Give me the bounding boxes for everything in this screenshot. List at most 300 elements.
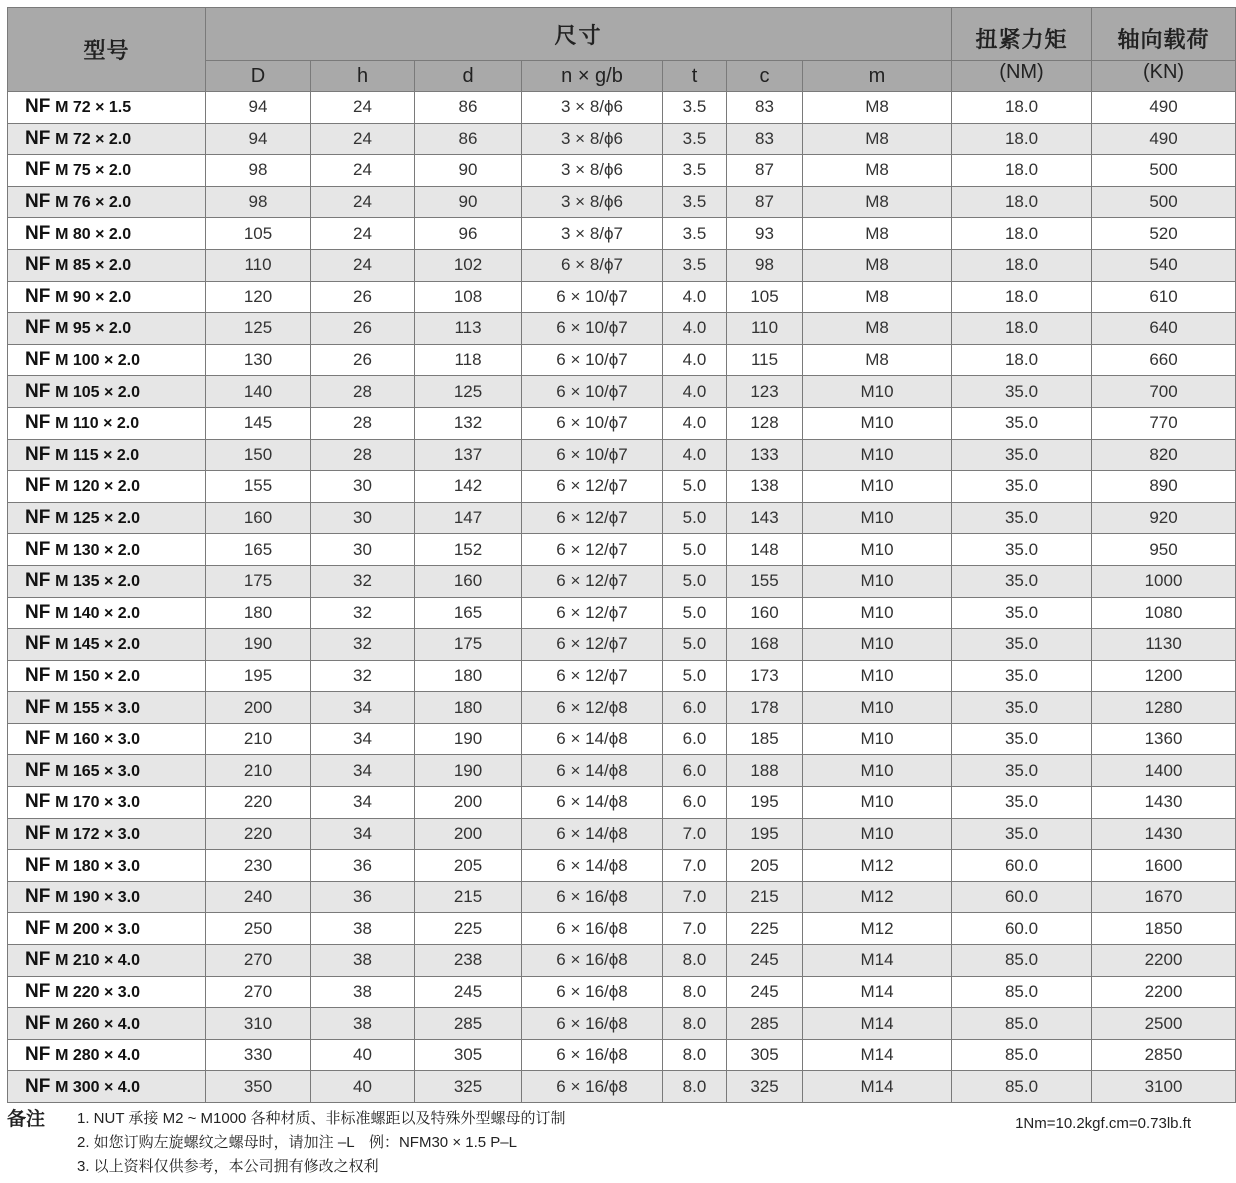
cell-d: 225	[415, 913, 522, 945]
table-row	[8, 92, 1236, 124]
cell-model	[8, 502, 206, 534]
cell-t: 5.0	[663, 502, 727, 534]
model-prefix: NF	[25, 475, 51, 497]
cell-torque: 35.0	[952, 439, 1092, 471]
model-prefix: NF	[25, 664, 51, 686]
cell-torque: 18.0	[952, 281, 1092, 313]
cell-h: 24	[311, 155, 415, 187]
cell-t: 3.5	[663, 186, 727, 218]
cell-d: 245	[415, 976, 522, 1008]
cell-d: 175	[415, 629, 522, 661]
table-row	[8, 976, 1236, 1008]
table-row	[8, 123, 1236, 155]
cell-torque: 35.0	[952, 787, 1092, 819]
model-size: M 130 × 2.0	[55, 541, 141, 559]
model-prefix: NF	[25, 949, 51, 971]
cell-load: 820	[1092, 439, 1236, 471]
cell-load: 1400	[1092, 755, 1236, 787]
cell-m: M10	[803, 471, 952, 503]
table-row	[8, 502, 1236, 534]
cell-h: 28	[311, 376, 415, 408]
cell-h: 32	[311, 629, 415, 661]
cell-ngb: 6 × 10/ϕ7	[522, 344, 663, 376]
table-row	[8, 281, 1236, 313]
model-prefix: NF	[25, 980, 51, 1002]
cell-t: 5.0	[663, 534, 727, 566]
cell-ngb: 3 × 8/ϕ6	[522, 155, 663, 187]
notes-label: 备注	[7, 1109, 46, 1130]
cell-model	[8, 407, 206, 439]
cell-ngb: 6 × 16/ϕ8	[522, 1008, 663, 1040]
model-size: M 75 × 2.0	[55, 162, 132, 180]
header-col-m: m	[803, 61, 952, 92]
cell-c: 133	[727, 439, 803, 471]
cell-t: 8.0	[663, 1008, 727, 1040]
cell-D: 98	[206, 155, 311, 187]
cell-d: 137	[415, 439, 522, 471]
cell-h: 34	[311, 692, 415, 724]
cell-ngb: 6 × 14/ϕ8	[522, 787, 663, 819]
cell-ngb: 6 × 12/ϕ7	[522, 597, 663, 629]
cell-D: 105	[206, 218, 311, 250]
cell-load: 770	[1092, 407, 1236, 439]
cell-ngb: 6 × 16/ϕ8	[522, 945, 663, 977]
cell-d: 90	[415, 155, 522, 187]
cell-ngb: 6 × 16/ϕ8	[522, 1071, 663, 1103]
cell-h: 24	[311, 123, 415, 155]
cell-h: 30	[311, 534, 415, 566]
cell-model	[8, 945, 206, 977]
cell-h: 38	[311, 913, 415, 945]
model-prefix: NF	[25, 854, 51, 876]
cell-t: 7.0	[663, 850, 727, 882]
cell-model	[8, 123, 206, 155]
cell-t: 3.5	[663, 155, 727, 187]
cell-load: 490	[1092, 123, 1236, 155]
cell-m: M10	[803, 629, 952, 661]
cell-torque: 18.0	[952, 313, 1092, 345]
cell-m: M10	[803, 723, 952, 755]
cell-load: 1000	[1092, 565, 1236, 597]
cell-t: 6.0	[663, 755, 727, 787]
cell-ngb: 6 × 16/ϕ8	[522, 881, 663, 913]
cell-h: 36	[311, 850, 415, 882]
cell-model	[8, 92, 206, 124]
cell-torque: 60.0	[952, 913, 1092, 945]
header-model: 型号	[8, 8, 206, 92]
cell-model	[8, 1071, 206, 1103]
cell-t: 6.0	[663, 692, 727, 724]
model-size: M 85 × 2.0	[55, 257, 132, 275]
cell-d: 305	[415, 1039, 522, 1071]
cell-t: 3.5	[663, 92, 727, 124]
cell-D: 270	[206, 945, 311, 977]
cell-ngb: 6 × 12/ϕ7	[522, 534, 663, 566]
model-prefix: NF	[25, 159, 51, 181]
model-prefix: NF	[25, 443, 51, 465]
model-prefix: NF	[25, 507, 51, 529]
model-size: M 220 × 3.0	[55, 983, 141, 1001]
model-size: M 260 × 4.0	[55, 1015, 141, 1033]
cell-load: 1430	[1092, 787, 1236, 819]
table-row	[8, 313, 1236, 345]
notes-section	[7, 1104, 1193, 1180]
table-row	[8, 1071, 1236, 1103]
header-col-c: c	[727, 61, 803, 92]
cell-h: 38	[311, 976, 415, 1008]
table-row	[8, 186, 1236, 218]
header-col-d: d	[415, 61, 522, 92]
cell-h: 36	[311, 881, 415, 913]
cell-load: 1600	[1092, 850, 1236, 882]
cell-torque: 60.0	[952, 850, 1092, 882]
cell-d: 160	[415, 565, 522, 597]
cell-torque: 35.0	[952, 629, 1092, 661]
cell-model	[8, 723, 206, 755]
model-size: M 150 × 2.0	[55, 667, 141, 685]
cell-t: 7.0	[663, 818, 727, 850]
table-row	[8, 155, 1236, 187]
cell-m: M8	[803, 344, 952, 376]
model-prefix: NF	[25, 570, 51, 592]
cell-h: 24	[311, 249, 415, 281]
cell-ngb: 6 × 14/ϕ8	[522, 818, 663, 850]
cell-m: M8	[803, 92, 952, 124]
cell-m: M8	[803, 281, 952, 313]
cell-D: 94	[206, 92, 311, 124]
cell-ngb: 3 × 8/ϕ7	[522, 218, 663, 250]
note-item: 2. 如您订购左旋螺纹之螺母时，请加注 –L 例：NFM30 × 1.5 P–L	[77, 1134, 517, 1151]
cell-c: 143	[727, 502, 803, 534]
cell-m: M8	[803, 155, 952, 187]
cell-c: 138	[727, 471, 803, 503]
cell-D: 210	[206, 723, 311, 755]
cell-c: 195	[727, 787, 803, 819]
cell-torque: 35.0	[952, 502, 1092, 534]
cell-h: 28	[311, 407, 415, 439]
cell-D: 240	[206, 881, 311, 913]
cell-d: 102	[415, 249, 522, 281]
model-size: M 95 × 2.0	[55, 320, 132, 338]
model-prefix: NF	[25, 696, 51, 718]
cell-t: 7.0	[663, 881, 727, 913]
cell-D: 110	[206, 249, 311, 281]
cell-t: 7.0	[663, 913, 727, 945]
cell-torque: 35.0	[952, 818, 1092, 850]
cell-model	[8, 629, 206, 661]
cell-t: 3.5	[663, 123, 727, 155]
cell-D: 175	[206, 565, 311, 597]
model-size: M 80 × 2.0	[55, 225, 132, 243]
model-prefix: NF	[25, 349, 51, 371]
cell-model	[8, 155, 206, 187]
model-size: M 140 × 2.0	[55, 604, 141, 622]
cell-d: 215	[415, 881, 522, 913]
model-prefix: NF	[25, 791, 51, 813]
cell-c: 110	[727, 313, 803, 345]
cell-load: 950	[1092, 534, 1236, 566]
cell-d: 205	[415, 850, 522, 882]
cell-ngb: 6 × 14/ϕ8	[522, 850, 663, 882]
cell-m: M14	[803, 1008, 952, 1040]
cell-load: 1850	[1092, 913, 1236, 945]
model-size: M 165 × 3.0	[55, 762, 141, 780]
cell-D: 160	[206, 502, 311, 534]
cell-torque: 35.0	[952, 755, 1092, 787]
cell-model	[8, 881, 206, 913]
table-row	[8, 629, 1236, 661]
model-size: M 72 × 1.5	[55, 99, 132, 117]
notes-list	[77, 1107, 566, 1179]
cell-load: 500	[1092, 186, 1236, 218]
cell-c: 305	[727, 1039, 803, 1071]
model-size: M 72 × 2.0	[55, 130, 132, 148]
cell-m: M10	[803, 692, 952, 724]
cell-torque: 18.0	[952, 249, 1092, 281]
model-size: M 172 × 3.0	[55, 825, 141, 843]
cell-t: 4.0	[663, 376, 727, 408]
cell-torque: 35.0	[952, 597, 1092, 629]
model-prefix: NF	[25, 127, 51, 149]
cell-m: M10	[803, 660, 952, 692]
cell-c: 148	[727, 534, 803, 566]
cell-c: 245	[727, 945, 803, 977]
table-row	[8, 534, 1236, 566]
table-row	[8, 597, 1236, 629]
cell-h: 24	[311, 92, 415, 124]
cell-model	[8, 376, 206, 408]
cell-c: 128	[727, 407, 803, 439]
cell-d: 325	[415, 1071, 522, 1103]
model-prefix: NF	[25, 317, 51, 339]
header-load-unit: (KN)	[1092, 61, 1236, 92]
cell-h: 24	[311, 218, 415, 250]
header-load: 轴向载荷	[1092, 8, 1236, 61]
cell-h: 34	[311, 723, 415, 755]
cell-ngb: 6 × 8/ϕ7	[522, 249, 663, 281]
cell-h: 34	[311, 818, 415, 850]
cell-c: 178	[727, 692, 803, 724]
cell-load: 1280	[1092, 692, 1236, 724]
cell-ngb: 6 × 14/ϕ8	[522, 723, 663, 755]
cell-t: 4.0	[663, 344, 727, 376]
cell-t: 8.0	[663, 976, 727, 1008]
cell-c: 245	[727, 976, 803, 1008]
cell-model	[8, 1008, 206, 1040]
cell-torque: 35.0	[952, 565, 1092, 597]
cell-h: 34	[311, 787, 415, 819]
cell-model	[8, 913, 206, 945]
table-header	[8, 8, 1236, 92]
cell-c: 98	[727, 249, 803, 281]
table-row	[8, 913, 1236, 945]
cell-ngb: 6 × 10/ϕ7	[522, 439, 663, 471]
cell-load: 1670	[1092, 881, 1236, 913]
header-torque-unit: (NM)	[952, 61, 1092, 92]
cell-d: 96	[415, 218, 522, 250]
cell-ngb: 6 × 10/ϕ7	[522, 407, 663, 439]
cell-t: 4.0	[663, 439, 727, 471]
cell-c: 105	[727, 281, 803, 313]
cell-d: 90	[415, 186, 522, 218]
cell-ngb: 6 × 16/ϕ8	[522, 976, 663, 1008]
cell-ngb: 6 × 16/ϕ8	[522, 913, 663, 945]
cell-h: 24	[311, 186, 415, 218]
table-row	[8, 1039, 1236, 1071]
cell-m: M10	[803, 534, 952, 566]
cell-torque: 85.0	[952, 1008, 1092, 1040]
cell-d: 165	[415, 597, 522, 629]
cell-model	[8, 692, 206, 724]
cell-c: 225	[727, 913, 803, 945]
cell-ngb: 3 × 8/ϕ6	[522, 92, 663, 124]
cell-load: 520	[1092, 218, 1236, 250]
cell-d: 132	[415, 407, 522, 439]
cell-torque: 85.0	[952, 945, 1092, 977]
cell-t: 4.0	[663, 281, 727, 313]
cell-h: 30	[311, 502, 415, 534]
cell-m: M12	[803, 850, 952, 882]
header-col-D: D	[206, 61, 311, 92]
cell-ngb: 3 × 8/ϕ6	[522, 186, 663, 218]
table-row	[8, 565, 1236, 597]
cell-m: M10	[803, 787, 952, 819]
cell-m: M12	[803, 913, 952, 945]
cell-load: 3100	[1092, 1071, 1236, 1103]
cell-model	[8, 597, 206, 629]
cell-c: 87	[727, 186, 803, 218]
cell-ngb: 6 × 10/ϕ7	[522, 313, 663, 345]
cell-h: 32	[311, 597, 415, 629]
model-size: M 160 × 3.0	[55, 731, 141, 749]
cell-ngb: 6 × 12/ϕ7	[522, 629, 663, 661]
model-prefix: NF	[25, 1044, 51, 1066]
cell-m: M10	[803, 597, 952, 629]
cell-m: M14	[803, 1039, 952, 1071]
table-row	[8, 376, 1236, 408]
cell-load: 500	[1092, 155, 1236, 187]
cell-D: 165	[206, 534, 311, 566]
table-row	[8, 755, 1236, 787]
model-prefix: NF	[25, 412, 51, 434]
model-size: M 125 × 2.0	[55, 510, 141, 528]
cell-D: 330	[206, 1039, 311, 1071]
model-prefix: NF	[25, 1012, 51, 1034]
model-size: M 90 × 2.0	[55, 288, 132, 306]
cell-load: 1200	[1092, 660, 1236, 692]
cell-load: 1430	[1092, 818, 1236, 850]
cell-d: 180	[415, 660, 522, 692]
cell-d: 190	[415, 723, 522, 755]
cell-d: 142	[415, 471, 522, 503]
cell-ngb: 6 × 10/ϕ7	[522, 376, 663, 408]
cell-model	[8, 281, 206, 313]
table-row	[8, 881, 1236, 913]
cell-ngb: 6 × 16/ϕ8	[522, 1039, 663, 1071]
table-row	[8, 471, 1236, 503]
cell-torque: 35.0	[952, 723, 1092, 755]
cell-m: M8	[803, 123, 952, 155]
cell-torque: 18.0	[952, 155, 1092, 187]
cell-D: 220	[206, 787, 311, 819]
cell-ngb: 6 × 12/ϕ7	[522, 565, 663, 597]
cell-ngb: 6 × 10/ϕ7	[522, 281, 663, 313]
cell-D: 98	[206, 186, 311, 218]
cell-D: 120	[206, 281, 311, 313]
header-dimensions: 尺寸	[206, 8, 952, 61]
cell-load: 1360	[1092, 723, 1236, 755]
cell-D: 150	[206, 439, 311, 471]
cell-D: 230	[206, 850, 311, 882]
model-size: M 120 × 2.0	[55, 478, 141, 496]
cell-torque: 18.0	[952, 186, 1092, 218]
cell-d: 125	[415, 376, 522, 408]
cell-c: 83	[727, 92, 803, 124]
model-size: M 210 × 4.0	[55, 952, 141, 970]
cell-t: 5.0	[663, 471, 727, 503]
cell-load: 540	[1092, 249, 1236, 281]
cell-ngb: 6 × 12/ϕ7	[522, 660, 663, 692]
cell-ngb: 6 × 14/ϕ8	[522, 755, 663, 787]
header-col-ngb: n × g/b	[522, 61, 663, 92]
model-size: M 76 × 2.0	[55, 194, 132, 212]
cell-D: 195	[206, 660, 311, 692]
cell-c: 83	[727, 123, 803, 155]
model-size: M 200 × 3.0	[55, 920, 141, 938]
cell-d: 152	[415, 534, 522, 566]
cell-ngb: 6 × 12/ϕ7	[522, 471, 663, 503]
cell-h: 30	[311, 471, 415, 503]
cell-d: 190	[415, 755, 522, 787]
cell-t: 4.0	[663, 313, 727, 345]
cell-torque: 35.0	[952, 692, 1092, 724]
cell-D: 310	[206, 1008, 311, 1040]
cell-d: 147	[415, 502, 522, 534]
cell-h: 34	[311, 755, 415, 787]
cell-h: 40	[311, 1071, 415, 1103]
cell-m: M10	[803, 565, 952, 597]
model-prefix: NF	[25, 1075, 51, 1097]
cell-model	[8, 344, 206, 376]
table-row	[8, 407, 1236, 439]
table-body	[8, 92, 1236, 1103]
cell-torque: 85.0	[952, 1039, 1092, 1071]
cell-torque: 35.0	[952, 407, 1092, 439]
cell-d: 200	[415, 787, 522, 819]
cell-D: 190	[206, 629, 311, 661]
table-row	[8, 344, 1236, 376]
cell-c: 155	[727, 565, 803, 597]
cell-load: 890	[1092, 471, 1236, 503]
cell-torque: 18.0	[952, 344, 1092, 376]
model-size: M 190 × 3.0	[55, 889, 141, 907]
cell-t: 8.0	[663, 945, 727, 977]
cell-ngb: 6 × 12/ϕ8	[522, 692, 663, 724]
cell-D: 250	[206, 913, 311, 945]
cell-t: 3.5	[663, 249, 727, 281]
cell-torque: 35.0	[952, 471, 1092, 503]
cell-model	[8, 1039, 206, 1071]
cell-model	[8, 755, 206, 787]
cell-torque: 60.0	[952, 881, 1092, 913]
model-prefix: NF	[25, 538, 51, 560]
cell-t: 8.0	[663, 1071, 727, 1103]
cell-model	[8, 313, 206, 345]
model-size: M 115 × 2.0	[55, 446, 140, 464]
cell-d: 86	[415, 92, 522, 124]
cell-d: 86	[415, 123, 522, 155]
cell-c: 205	[727, 850, 803, 882]
